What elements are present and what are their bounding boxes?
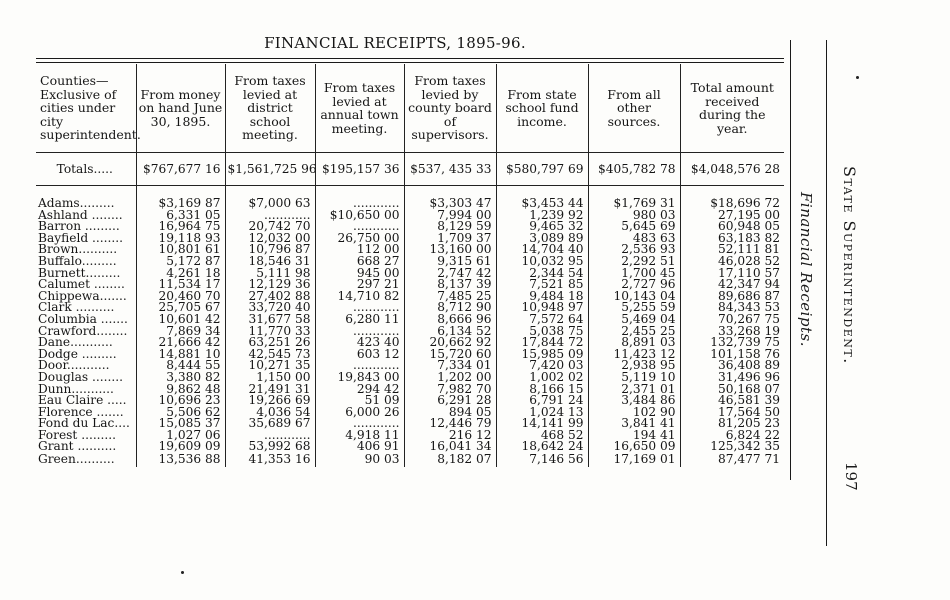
amount-cell: 90 03 (315, 453, 404, 467)
county-name: Forest ......... (38, 427, 117, 442)
county-name: Dane........... (38, 335, 113, 350)
amount-cell: 16,041 34 (404, 441, 496, 453)
amount-cell: 63,251 26 (225, 337, 315, 349)
amount-cell: 603 12 (315, 349, 404, 361)
amount-cell: 1,002 02 (496, 372, 588, 384)
amount-cell: 5,506 62 (136, 407, 225, 419)
amount-cell: 1,150 00 (225, 372, 315, 384)
amount-cell: 31,496 96 (680, 372, 784, 384)
amount-cell: 25,705 67 (136, 302, 225, 314)
county-name: Clark .......... (38, 300, 115, 315)
amount-cell: 8,444 55 (136, 360, 225, 372)
amount-cell: 9,862 48 (136, 384, 225, 396)
amount-cell: 18,546 31 (225, 256, 315, 268)
amount-cell: 10,143 04 (588, 291, 680, 303)
amount-cell: 89,686 87 (680, 291, 784, 303)
amount-cell: 50,168 07 (680, 384, 784, 396)
margin-rule-right (826, 40, 827, 546)
amount-cell: 18,642 24 (496, 441, 588, 453)
column-header-other-sources: From all other sources. (588, 64, 680, 153)
county-name: Buffalo......... (38, 253, 117, 268)
table-row (36, 453, 784, 467)
amount-cell: 87,477 71 (680, 453, 784, 467)
amount-cell: 14,881 10 (136, 349, 225, 361)
amount-cell: $3,453 44 (496, 198, 588, 210)
amount-cell: 4,036 54 (225, 407, 315, 419)
amount-cell: 10,601 42 (136, 314, 225, 326)
amount-cell: 5,038 75 (496, 326, 588, 338)
running-head: State Superintendent. (840, 166, 859, 365)
amount-cell: 3,841 41 (588, 418, 680, 430)
amount-cell: 19,266 69 (225, 395, 315, 407)
amount-cell: 112 00 (315, 244, 404, 256)
totals-label: Totals..... (36, 153, 136, 186)
amount-cell: 15,720 60 (404, 349, 496, 361)
amount-cell: 7,146 56 (496, 453, 588, 467)
amount-cell: 1,027 06 (136, 430, 225, 442)
amount-cell: 4,918 11 (315, 430, 404, 442)
amount-cell: 6,134 52 (404, 326, 496, 338)
amount-cell: 2,747 42 (404, 268, 496, 280)
amount-cell: 21,666 42 (136, 337, 225, 349)
county-name: Crawford........ (38, 323, 128, 338)
amount-cell: 423 40 (315, 337, 404, 349)
amount-cell: 33,720 40 (225, 302, 315, 314)
amount-cell: ............ (315, 326, 404, 338)
amount-cell: 36,408 89 (680, 360, 784, 372)
amount-cell: 12,446 79 (404, 418, 496, 430)
column-header-row (36, 64, 784, 153)
amount-cell: 8,666 96 (404, 314, 496, 326)
amount-cell: 2,455 25 (588, 326, 680, 338)
amount-cell: 13,536 88 (136, 453, 225, 467)
header-rule-top (36, 58, 784, 59)
amount-cell: 7,982 70 (404, 384, 496, 396)
amount-cell: 11,423 12 (588, 349, 680, 361)
amount-cell: 5,469 04 (588, 314, 680, 326)
amount-cell: 5,119 10 (588, 372, 680, 384)
amount-cell: 2,371 01 (588, 384, 680, 396)
county-name: Fond du Lac.... (38, 416, 130, 431)
amount-cell: 945 00 (315, 268, 404, 280)
amount-cell: 294 42 (315, 384, 404, 396)
amount-cell: 10,801 61 (136, 244, 225, 256)
column-header-state-fund: From state school fund income. (496, 64, 588, 153)
amount-cell: ............ (315, 198, 404, 210)
amount-cell: $10,650 00 (315, 210, 404, 222)
amount-cell: 60,948 05 (680, 221, 784, 233)
amount-cell: 8,712 90 (404, 302, 496, 314)
amount-cell: 7,521 85 (496, 279, 588, 291)
amount-cell: 8,182 07 (404, 453, 496, 467)
amount-cell: 5,111 98 (225, 268, 315, 280)
totals-cell: $405,782 78 (588, 153, 680, 186)
amount-cell: 42,347 94 (680, 279, 784, 291)
amount-cell: 1,024 13 (496, 407, 588, 419)
amount-cell: 11,770 33 (225, 326, 315, 338)
amount-cell: 17,564 50 (680, 407, 784, 419)
amount-cell: 17,844 72 (496, 337, 588, 349)
column-header-county-taxes: From taxes levied by county board of supervisors. (404, 64, 496, 153)
amount-cell: 10,032 95 (496, 256, 588, 268)
amount-cell: 16,650 09 (588, 441, 680, 453)
amount-cell: ............ (225, 210, 315, 222)
amount-cell: 27,195 00 (680, 210, 784, 222)
amount-cell: 1,700 45 (588, 268, 680, 280)
amount-cell: 894 05 (404, 407, 496, 419)
totals-cell: $537, 435 33 (404, 153, 496, 186)
amount-cell: 17,110 57 (680, 268, 784, 280)
header-rule-bottom (36, 62, 784, 63)
county-name: Door........... (38, 358, 110, 373)
amount-cell: 8,166 15 (496, 384, 588, 396)
amount-cell: 17,169 01 (588, 453, 680, 467)
amount-cell: 6,280 11 (315, 314, 404, 326)
side-heading: Financial Receipts. (797, 192, 815, 348)
amount-cell: 15,985 09 (496, 349, 588, 361)
amount-cell: 51 09 (315, 395, 404, 407)
amount-cell: 14,704 40 (496, 244, 588, 256)
amount-cell: 46,581 39 (680, 395, 784, 407)
totals-cell: $1,561,725 96 (225, 153, 315, 186)
amount-cell: 20,742 70 (225, 221, 315, 233)
amount-cell: ............ (315, 360, 404, 372)
amount-cell: 9,315 61 (404, 256, 496, 268)
column-header-town-taxes: From taxes levied at annual town meeting. (315, 64, 404, 153)
amount-cell: 3,484 86 (588, 395, 680, 407)
totals-cell: $4,048,576 28 (680, 153, 784, 186)
county-name: Dunn........... (38, 381, 114, 396)
county-name: Florence ....... (38, 404, 124, 419)
amount-cell: 102 90 (588, 407, 680, 419)
county-name: Burnett......... (38, 265, 121, 280)
amount-cell: $3,303 47 (404, 198, 496, 210)
amount-cell: 7,485 25 (404, 291, 496, 303)
financial-receipts-table (36, 64, 784, 467)
amount-cell: ............ (225, 430, 315, 442)
column-header-counties: Counties—Exclusive of cities under city superintendent. (36, 64, 136, 153)
amount-cell: 6,331 05 (136, 210, 225, 222)
amount-cell: $7,000 63 (225, 198, 315, 210)
county-name: Barron ......... (38, 219, 120, 234)
county-name: Brown.......... (38, 242, 118, 257)
amount-cell: 14,710 82 (315, 291, 404, 303)
county-name: Adams......... (38, 196, 115, 210)
amount-cell: $1,769 31 (588, 198, 680, 210)
amount-cell: 2,292 51 (588, 256, 680, 268)
amount-cell: 8,129 59 (404, 221, 496, 233)
amount-cell: 14,141 99 (496, 418, 588, 430)
amount-cell: 7,869 34 (136, 326, 225, 338)
column-header-district-taxes: From taxes levied at district school meeting. (225, 64, 315, 153)
amount-cell: 20,662 92 (404, 337, 496, 349)
amount-cell: 33,268 19 (680, 326, 784, 338)
amount-cell: 5,255 59 (588, 302, 680, 314)
county-name: Bayfield ........ (38, 230, 124, 245)
amount-cell: 297 21 (315, 279, 404, 291)
county-name: Columbia ....... (38, 311, 128, 326)
amount-cell: 19,609 09 (136, 441, 225, 453)
amount-cell: 27,402 88 (225, 291, 315, 303)
amount-cell: ............ (315, 418, 404, 430)
amount-cell: 10,696 23 (136, 395, 225, 407)
county-name: Chippewa....... (38, 288, 127, 303)
amount-cell: 6,824 22 (680, 430, 784, 442)
amount-cell: 2,344 54 (496, 268, 588, 280)
amount-cell: 52,111 81 (680, 244, 784, 256)
amount-cell: 3,089 89 (496, 233, 588, 245)
amount-cell: 20,460 70 (136, 291, 225, 303)
amount-cell: 10,796 87 (225, 244, 315, 256)
amount-cell: 7,420 03 (496, 360, 588, 372)
print-speck (856, 76, 859, 79)
amount-cell: 6,791 24 (496, 395, 588, 407)
margin-rule-left (790, 40, 791, 480)
amount-cell: $3,169 87 (136, 198, 225, 210)
amount-cell: 194 41 (588, 430, 680, 442)
amount-cell: 483 63 (588, 233, 680, 245)
totals-cell: $767,677 16 (136, 153, 225, 186)
county-name: Dodge ......... (38, 346, 117, 361)
amount-cell: 41,353 16 (225, 453, 315, 467)
amount-cell: 8,137 39 (404, 279, 496, 291)
county-name: Calumet ........ (38, 277, 125, 292)
amount-cell: 132,739 75 (680, 337, 784, 349)
amount-cell: 468 52 (496, 430, 588, 442)
column-header-total: Total amount received during the year. (680, 64, 784, 153)
amount-cell: 81,205 23 (680, 418, 784, 430)
amount-cell: 7,994 00 (404, 210, 496, 222)
totals-cell: $195,157 36 (315, 153, 404, 186)
amount-cell: 216 12 (404, 430, 496, 442)
amount-cell: 84,343 53 (680, 302, 784, 314)
amount-cell: 46,028 52 (680, 256, 784, 268)
amount-cell: 1,239 92 (496, 210, 588, 222)
amount-cell: 12,032 00 (225, 233, 315, 245)
county-name: Eau Claire ..... (38, 393, 127, 408)
amount-cell: 7,334 01 (404, 360, 496, 372)
amount-cell: 9,484 18 (496, 291, 588, 303)
amount-cell: 1,202 00 (404, 372, 496, 384)
county-name: Ashland ........ (38, 207, 123, 222)
amount-cell: ............ (315, 221, 404, 233)
amount-cell: 668 27 (315, 256, 404, 268)
amount-cell: 16,964 75 (136, 221, 225, 233)
amount-cell: 125,342 35 (680, 441, 784, 453)
totals-cell: $580,797 69 (496, 153, 588, 186)
amount-cell: 2,938 95 (588, 360, 680, 372)
amount-cell: 980 03 (588, 210, 680, 222)
amount-cell: 26,750 00 (315, 233, 404, 245)
amount-cell: 11,534 17 (136, 279, 225, 291)
amount-cell: 101,158 76 (680, 349, 784, 361)
amount-cell: $18,696 72 (680, 198, 784, 210)
amount-cell: 21,491 31 (225, 384, 315, 396)
amount-cell: 10,948 97 (496, 302, 588, 314)
amount-cell: 9,465 32 (496, 221, 588, 233)
amount-cell: 406 91 (315, 441, 404, 453)
amount-cell: 13,160 00 (404, 244, 496, 256)
amount-cell: 42,545 73 (225, 349, 315, 361)
totals-row (36, 153, 784, 186)
amount-cell: 5,645 69 (588, 221, 680, 233)
amount-cell: 8,891 03 (588, 337, 680, 349)
amount-cell: 1,709 37 (404, 233, 496, 245)
amount-cell: 70,267 75 (680, 314, 784, 326)
amount-cell: 19,843 00 (315, 372, 404, 384)
amount-cell: 19,118 93 (136, 233, 225, 245)
page-number: 197 (842, 462, 860, 491)
amount-cell: 31,677 58 (225, 314, 315, 326)
amount-cell: 35,689 67 (225, 418, 315, 430)
column-header-money-on-hand: From money on hand June 30, 1895. (136, 64, 225, 153)
amount-cell: 15,085 37 (136, 418, 225, 430)
amount-cell: 7,572 64 (496, 314, 588, 326)
amount-cell: 10,271 35 (225, 360, 315, 372)
amount-cell: 53,992 68 (225, 441, 315, 453)
amount-cell: 4,261 18 (136, 268, 225, 280)
county-name: Grant .......... (38, 439, 117, 454)
amount-cell: 5,172 87 (136, 256, 225, 268)
amount-cell: ............ (315, 302, 404, 314)
county-name: Douglas ........ (38, 369, 124, 384)
amount-cell: 2,727 96 (588, 279, 680, 291)
amount-cell: 6,000 26 (315, 407, 404, 419)
page-title: FINANCIAL RECEIPTS, 1895-96. (264, 34, 526, 52)
amount-cell: 63,183 82 (680, 233, 784, 245)
amount-cell: 3,380 82 (136, 372, 225, 384)
amount-cell: 6,291 28 (404, 395, 496, 407)
county-name: Green.......... (38, 452, 115, 467)
amount-cell: 12,129 36 (225, 279, 315, 291)
amount-cell: 2,536 93 (588, 244, 680, 256)
print-speck (181, 571, 184, 574)
